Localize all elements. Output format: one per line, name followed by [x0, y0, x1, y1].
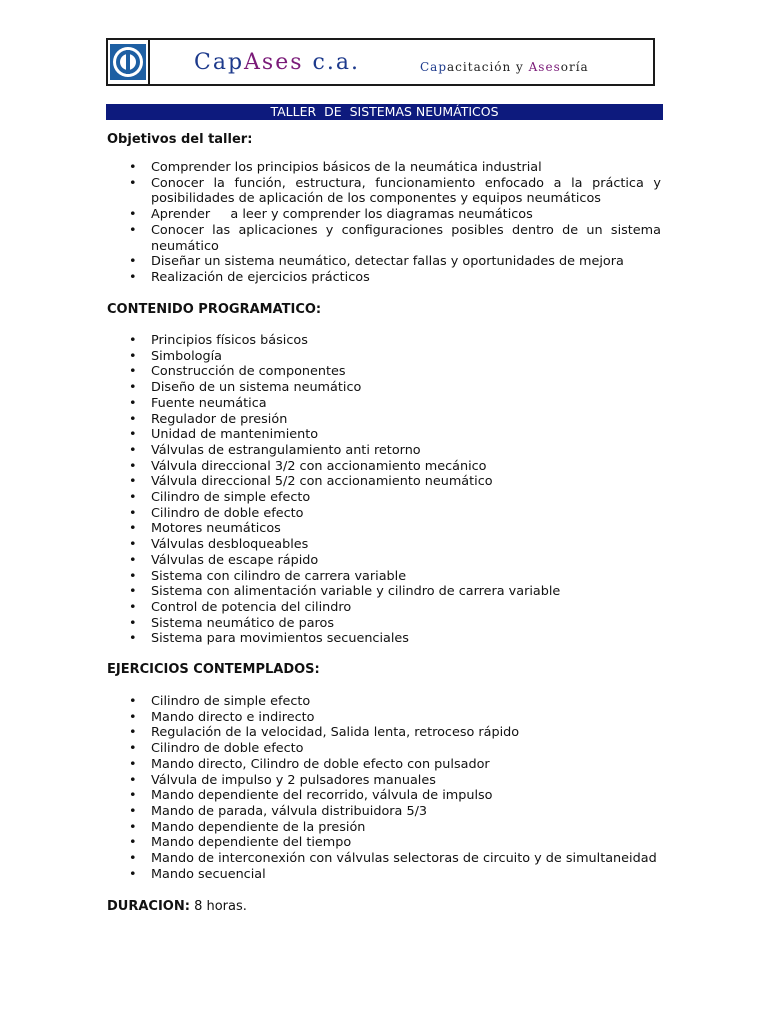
tagline-part-2: acitación y [447, 60, 529, 74]
list-item-text: Mando dependiente del tiempo [151, 835, 352, 851]
company-name-part-1: Cap [194, 50, 245, 75]
list-item [107, 521, 661, 537]
list-item-text: Motores neumáticos [151, 521, 281, 537]
list-item-text: Mando dependiente del recorrido, válvula de impulso [151, 788, 493, 804]
circular-logo-icon [108, 40, 150, 84]
list-item-text: Válvulas de escape rápido [151, 552, 319, 568]
list-item [107, 553, 661, 569]
list-item-text: Cilindro de doble efecto [151, 505, 304, 521]
list-item-text: Realización de ejercicios prácticos [151, 269, 370, 285]
list-item [107, 600, 661, 616]
list-item-text: Mando secuencial [151, 866, 266, 882]
list-item [107, 474, 661, 490]
list-item-text: Conocer la función, estructura, funcionamiento enfocado a la práctica y posibilidades de aplicación de los componentes y equipos neumáticos [151, 175, 661, 207]
list-item [107, 804, 661, 820]
list-item-text: Cilindro de simple efecto [151, 490, 311, 506]
document-title: TALLER DE SISTEMAS NEUMÁTICOS [106, 104, 663, 120]
list-item-text: Control de potencia del cilindro [151, 599, 352, 615]
list-item [107, 741, 661, 757]
list-item [107, 694, 661, 710]
list-item-text: Sistema con cilindro de carrera variable [151, 568, 407, 584]
list-item [107, 757, 661, 773]
list-item [107, 835, 661, 851]
contenido-list [107, 333, 661, 647]
list-item [107, 364, 661, 380]
ejercicios-list [107, 694, 661, 882]
tagline-part-4: oría [560, 60, 589, 74]
list-item-text: Válvula de impulso y 2 pulsadores manuales [151, 772, 436, 788]
list-item [107, 584, 661, 600]
logo-graphic [110, 44, 146, 80]
list-item [107, 333, 661, 349]
duration-value: 8 horas. [189, 899, 247, 914]
company-name [194, 50, 360, 75]
list-item [107, 490, 661, 506]
list-item-text: Cilindro de simple efecto [151, 694, 311, 709]
list-item-text: Sistema neumático de paros [151, 615, 335, 631]
objetivos-list [107, 160, 661, 286]
tagline-part-3: Ases [528, 60, 561, 74]
list-item-text: Válvulas de estrangulamiento anti retorno [151, 442, 421, 458]
list-item [107, 349, 661, 365]
list-item-text: Construcción de componentes [151, 364, 346, 380]
duration-label: DURACION: [107, 899, 190, 914]
list-item [107, 254, 661, 270]
list-item [107, 788, 661, 804]
list-item-text: Regulación de la velocidad, Salida lenta, retroceso rápido [151, 725, 520, 741]
list-item-text: Comprender los principios básicos de la neumática industrial [151, 160, 542, 175]
company-name-part-3: c.a. [303, 50, 360, 75]
list-item [107, 380, 661, 396]
list-item [107, 537, 661, 553]
contenido-heading: CONTENIDO PROGRAMATICO: [107, 302, 322, 317]
list-item-text: Válvula direccional 3/2 con accionamiento mecánico [151, 458, 487, 474]
list-item-text: Cilindro de doble efecto [151, 741, 304, 757]
list-item [107, 616, 661, 632]
tagline-part-1: Cap [420, 60, 448, 74]
list-item-text: Mando directo e indirecto [151, 709, 315, 725]
list-item-text: Sistema para movimientos secuenciales [151, 631, 409, 647]
list-item [107, 396, 661, 412]
list-item [107, 773, 661, 789]
list-item-text: Diseñar un sistema neumático, detectar fallas y oportunidades de mejora [151, 254, 624, 270]
list-item-text: Válvulas desbloqueables [151, 537, 309, 553]
list-item-text: Principios físicos básicos [151, 333, 308, 348]
list-item-text: Aprender a leer y comprender los diagramas neumáticos [151, 207, 533, 223]
list-item-text: Mando de parada, válvula distribuidora 5/3 [151, 803, 428, 819]
list-item-text: Unidad de mantenimiento [151, 427, 319, 443]
list-item [107, 459, 661, 475]
list-item [107, 160, 661, 176]
list-item [107, 412, 661, 428]
list-item-text: Sistema con alimentación variable y cilindro de carrera variable [151, 584, 561, 600]
list-item-text: Diseño de un sistema neumático [151, 380, 362, 396]
company-tagline [420, 60, 589, 74]
list-item [107, 725, 661, 741]
list-item [107, 867, 661, 883]
list-item [107, 176, 661, 207]
list-item-text: Regulador de presión [151, 411, 288, 427]
header-box [106, 38, 655, 86]
list-item [107, 569, 661, 585]
list-item [107, 820, 661, 836]
list-item-text: Mando directo, Cilindro de doble efecto con pulsador [151, 756, 490, 772]
list-item [107, 427, 661, 443]
list-item [107, 223, 661, 254]
list-item-text: Mando dependiente de la presión [151, 819, 366, 835]
list-item-text: Válvula direccional 5/2 con accionamiento neumático [151, 474, 493, 490]
ejercicios-heading: EJERCICIOS CONTEMPLADOS: [107, 662, 320, 677]
list-item [107, 631, 661, 647]
objetivos-heading: Objetivos del taller: [107, 132, 253, 147]
list-item [107, 443, 661, 459]
list-item [107, 710, 661, 726]
list-item-text: Fuente neumática [151, 395, 267, 411]
list-item [107, 851, 661, 867]
duration-line [107, 899, 247, 914]
list-item [107, 506, 661, 522]
list-item [107, 270, 661, 286]
company-name-part-2: Ases [244, 50, 304, 75]
list-item [107, 207, 661, 223]
list-item-text: Mando de interconexión con válvulas selectoras de circuito y de simultaneidad [151, 851, 657, 867]
list-item-text: Conocer las aplicaciones y configuraciones posibles dentro de un sistema neumático [151, 222, 661, 254]
list-item-text: Simbología [151, 348, 223, 364]
